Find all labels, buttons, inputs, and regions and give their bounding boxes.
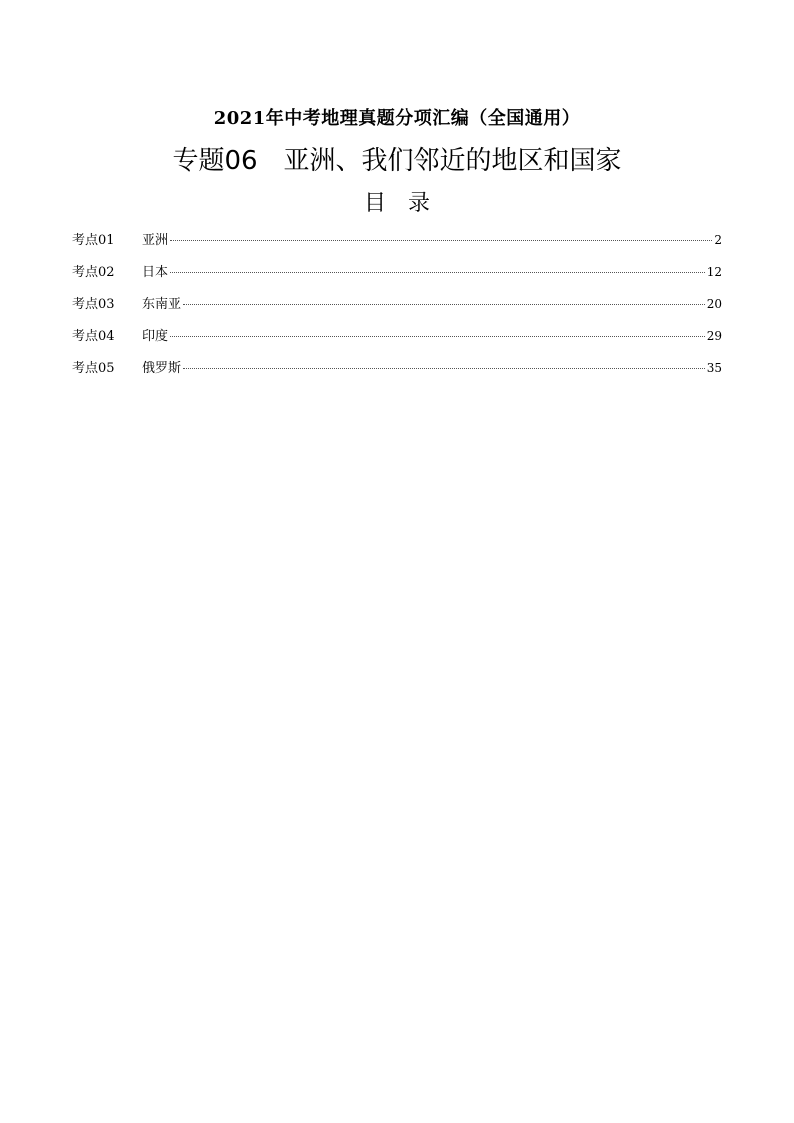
dot-leader (170, 336, 705, 337)
table-of-contents (72, 229, 722, 389)
toc-entry-code: 考点05 (72, 361, 115, 376)
toc-entry-code: 考点03 (72, 297, 115, 312)
toc-entry-russia[interactable] (72, 357, 722, 389)
toc-entry-page: 35 (706, 361, 722, 375)
toc-entry-page: 12 (706, 265, 722, 279)
toc-entry-code: 考点02 (72, 265, 115, 280)
toc-entry-asia[interactable] (72, 229, 722, 261)
subject-title: 专题06 亚洲、我们邻近的地区和国家 (172, 146, 622, 176)
toc-heading: 目 录 (363, 191, 430, 216)
toc-entry-name: 日本 (142, 265, 169, 280)
toc-entry-name: 东南亚 (142, 297, 182, 312)
dot-leader (183, 368, 705, 369)
toc-entry-code: 考点01 (72, 233, 115, 248)
toc-entry-page: 2 (714, 233, 722, 247)
toc-entry-southeast-asia[interactable] (72, 293, 722, 325)
toc-entry-name: 印度 (142, 329, 169, 344)
toc-entry-name: 亚洲 (142, 233, 169, 248)
toc-entry-page: 29 (706, 329, 722, 343)
toc-entry-name: 俄罗斯 (142, 361, 182, 376)
dot-leader (183, 304, 705, 305)
dot-leader (170, 272, 705, 273)
dot-leader (170, 240, 712, 241)
toc-entry-code: 考点04 (72, 329, 115, 344)
series-title: 2021年中考地理真题分项汇编（全国通用） (213, 108, 581, 129)
toc-entry-india[interactable] (72, 325, 722, 357)
toc-entry-page: 20 (706, 297, 722, 311)
toc-entry-japan[interactable] (72, 261, 722, 293)
